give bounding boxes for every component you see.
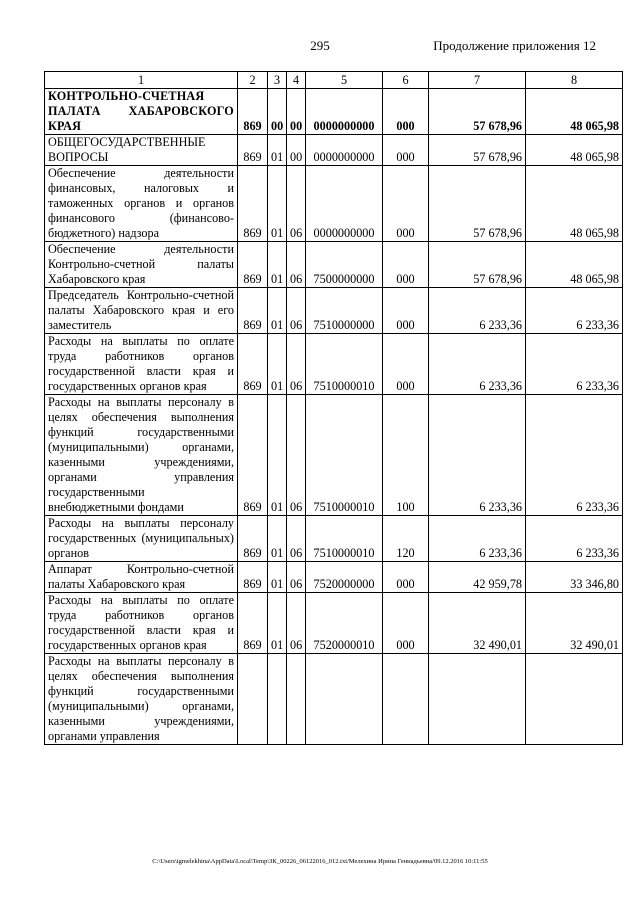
cell-department: 869 (238, 89, 268, 135)
column-number-row (45, 72, 623, 89)
cell-amount-col7: 57 678,96 (429, 242, 526, 288)
cell-expense-type: 000 (383, 242, 429, 288)
row-name: Расходы на выплаты персоналу в целях обеспечения выполнения функций государственными (муниципальными) органами, казенными учреждениями, органами управления государственными внебюджетными фондами (45, 395, 238, 516)
cell-amount-col7: 6 233,36 (429, 288, 526, 334)
column-number: 1 (45, 72, 238, 89)
row-name: Аппарат Контрольно-счетной палаты Хабаровского края (45, 562, 238, 593)
cell-target-item: 7510000000 (306, 288, 383, 334)
cell-section (268, 654, 287, 745)
cell-department: 869 (238, 334, 268, 395)
cell-amount-col8: 48 065,98 (526, 135, 623, 166)
table-row (45, 516, 623, 562)
table-row (45, 242, 623, 288)
cell-section: 01 (268, 166, 287, 242)
cell-expense-type: 120 (383, 516, 429, 562)
cell-section: 01 (268, 395, 287, 516)
cell-amount-col7: 42 959,78 (429, 562, 526, 593)
cell-target-item: 7510000010 (306, 395, 383, 516)
table-row (45, 166, 623, 242)
cell-subsection: 06 (287, 288, 306, 334)
cell-target-item: 7500000000 (306, 242, 383, 288)
cell-target-item: 0000000000 (306, 166, 383, 242)
cell-expense-type (383, 654, 429, 745)
table-row (45, 334, 623, 395)
cell-section: 01 (268, 135, 287, 166)
cell-department: 869 (238, 135, 268, 166)
page-number: 295 (310, 38, 330, 53)
table-row (45, 135, 623, 166)
column-number: 3 (268, 72, 287, 89)
cell-department: 869 (238, 166, 268, 242)
cell-subsection: 06 (287, 242, 306, 288)
cell-expense-type: 000 (383, 166, 429, 242)
row-name: Расходы на выплаты по оплате труда работников органов государственной власти края и государственных органов края (45, 593, 238, 654)
cell-department: 869 (238, 516, 268, 562)
cell-amount-col8: 33 346,80 (526, 562, 623, 593)
cell-amount-col7: 6 233,36 (429, 395, 526, 516)
cell-section: 01 (268, 242, 287, 288)
appendix-continuation-label: Продолжение приложения 12 (433, 38, 596, 53)
row-name: Расходы на выплаты персоналу в целях обеспечения выполнения функций государственными (муниципальными) органами, казенными учреждениями, органами управления (45, 654, 238, 745)
cell-section: 01 (268, 562, 287, 593)
row-name: Расходы на выплаты по оплате труда работников органов государственной власти края и государственных органов края (45, 334, 238, 395)
cell-amount-col7: 57 678,96 (429, 135, 526, 166)
cell-department: 869 (238, 562, 268, 593)
document-file-path: C:\Users\igmelekhina\AppData\Local\Temp\ЗК_00226_06122016_012.txt/Мелехина Ирина Геннадьевна/09.12.2016 10:11:55 (152, 858, 488, 865)
cell-section: 01 (268, 516, 287, 562)
cell-amount-col7: 6 233,36 (429, 516, 526, 562)
column-number: 4 (287, 72, 306, 89)
cell-target-item: 7520000010 (306, 593, 383, 654)
table-row (45, 395, 623, 516)
cell-subsection: 06 (287, 516, 306, 562)
cell-amount-col7: 6 233,36 (429, 334, 526, 395)
row-name: Обеспечение деятельности Контрольно-счетной палаты Хабаровского края (45, 242, 238, 288)
cell-subsection: 06 (287, 395, 306, 516)
cell-section: 01 (268, 288, 287, 334)
cell-department: 869 (238, 395, 268, 516)
column-number: 7 (429, 72, 526, 89)
cell-target-item (306, 654, 383, 745)
cell-amount-col8: 48 065,98 (526, 89, 623, 135)
table-row (45, 593, 623, 654)
row-name: Председатель Контрольно-счетной палаты Хабаровского края и его заместитель (45, 288, 238, 334)
column-number: 8 (526, 72, 623, 89)
row-name: ОБЩЕГОСУДАРСТВЕННЫЕ ВОПРОСЫ (45, 135, 238, 166)
cell-department: 869 (238, 288, 268, 334)
column-number: 6 (383, 72, 429, 89)
cell-subsection: 00 (287, 135, 306, 166)
cell-subsection (287, 654, 306, 745)
cell-amount-col8: 6 233,36 (526, 334, 623, 395)
cell-amount-col8: 6 233,36 (526, 516, 623, 562)
row-name: КОНТРОЛЬНО-СЧЕТНАЯ ПАЛАТА ХАБАРОВСКОГО КРАЯ (45, 89, 238, 135)
cell-section: 00 (268, 89, 287, 135)
cell-section: 01 (268, 593, 287, 654)
column-number: 5 (306, 72, 383, 89)
column-number: 2 (238, 72, 268, 89)
cell-target-item: 7510000010 (306, 334, 383, 395)
cell-amount-col8: 6 233,36 (526, 288, 623, 334)
cell-amount-col8 (526, 654, 623, 745)
cell-amount-col8: 32 490,01 (526, 593, 623, 654)
cell-subsection: 06 (287, 334, 306, 395)
cell-amount-col7: 57 678,96 (429, 89, 526, 135)
cell-section: 01 (268, 334, 287, 395)
table-row (45, 654, 623, 745)
row-name: Расходы на выплаты персоналу государственных (муниципальных) органов (45, 516, 238, 562)
table-row (45, 562, 623, 593)
cell-amount-col8: 48 065,98 (526, 166, 623, 242)
cell-department: 869 (238, 242, 268, 288)
cell-amount-col8: 6 233,36 (526, 395, 623, 516)
budget-table (44, 71, 623, 745)
cell-amount-col7 (429, 654, 526, 745)
cell-expense-type: 000 (383, 593, 429, 654)
cell-amount-col7: 32 490,01 (429, 593, 526, 654)
cell-target-item: 7510000010 (306, 516, 383, 562)
cell-expense-type: 000 (383, 562, 429, 593)
row-name: Обеспечение деятельности финансовых, налоговых и таможенных органов и органов финансового (финансово-бюджетного) надзора (45, 166, 238, 242)
cell-expense-type: 000 (383, 89, 429, 135)
table-row (45, 89, 623, 135)
cell-expense-type: 000 (383, 288, 429, 334)
cell-subsection: 06 (287, 562, 306, 593)
cell-target-item: 0000000000 (306, 89, 383, 135)
cell-target-item: 0000000000 (306, 135, 383, 166)
cell-expense-type: 000 (383, 334, 429, 395)
cell-department (238, 654, 268, 745)
cell-subsection: 00 (287, 89, 306, 135)
cell-expense-type: 000 (383, 135, 429, 166)
cell-subsection: 06 (287, 593, 306, 654)
cell-subsection: 06 (287, 166, 306, 242)
cell-amount-col7: 57 678,96 (429, 166, 526, 242)
cell-amount-col8: 48 065,98 (526, 242, 623, 288)
cell-target-item: 7520000000 (306, 562, 383, 593)
table-row (45, 288, 623, 334)
cell-department: 869 (238, 593, 268, 654)
cell-expense-type: 100 (383, 395, 429, 516)
